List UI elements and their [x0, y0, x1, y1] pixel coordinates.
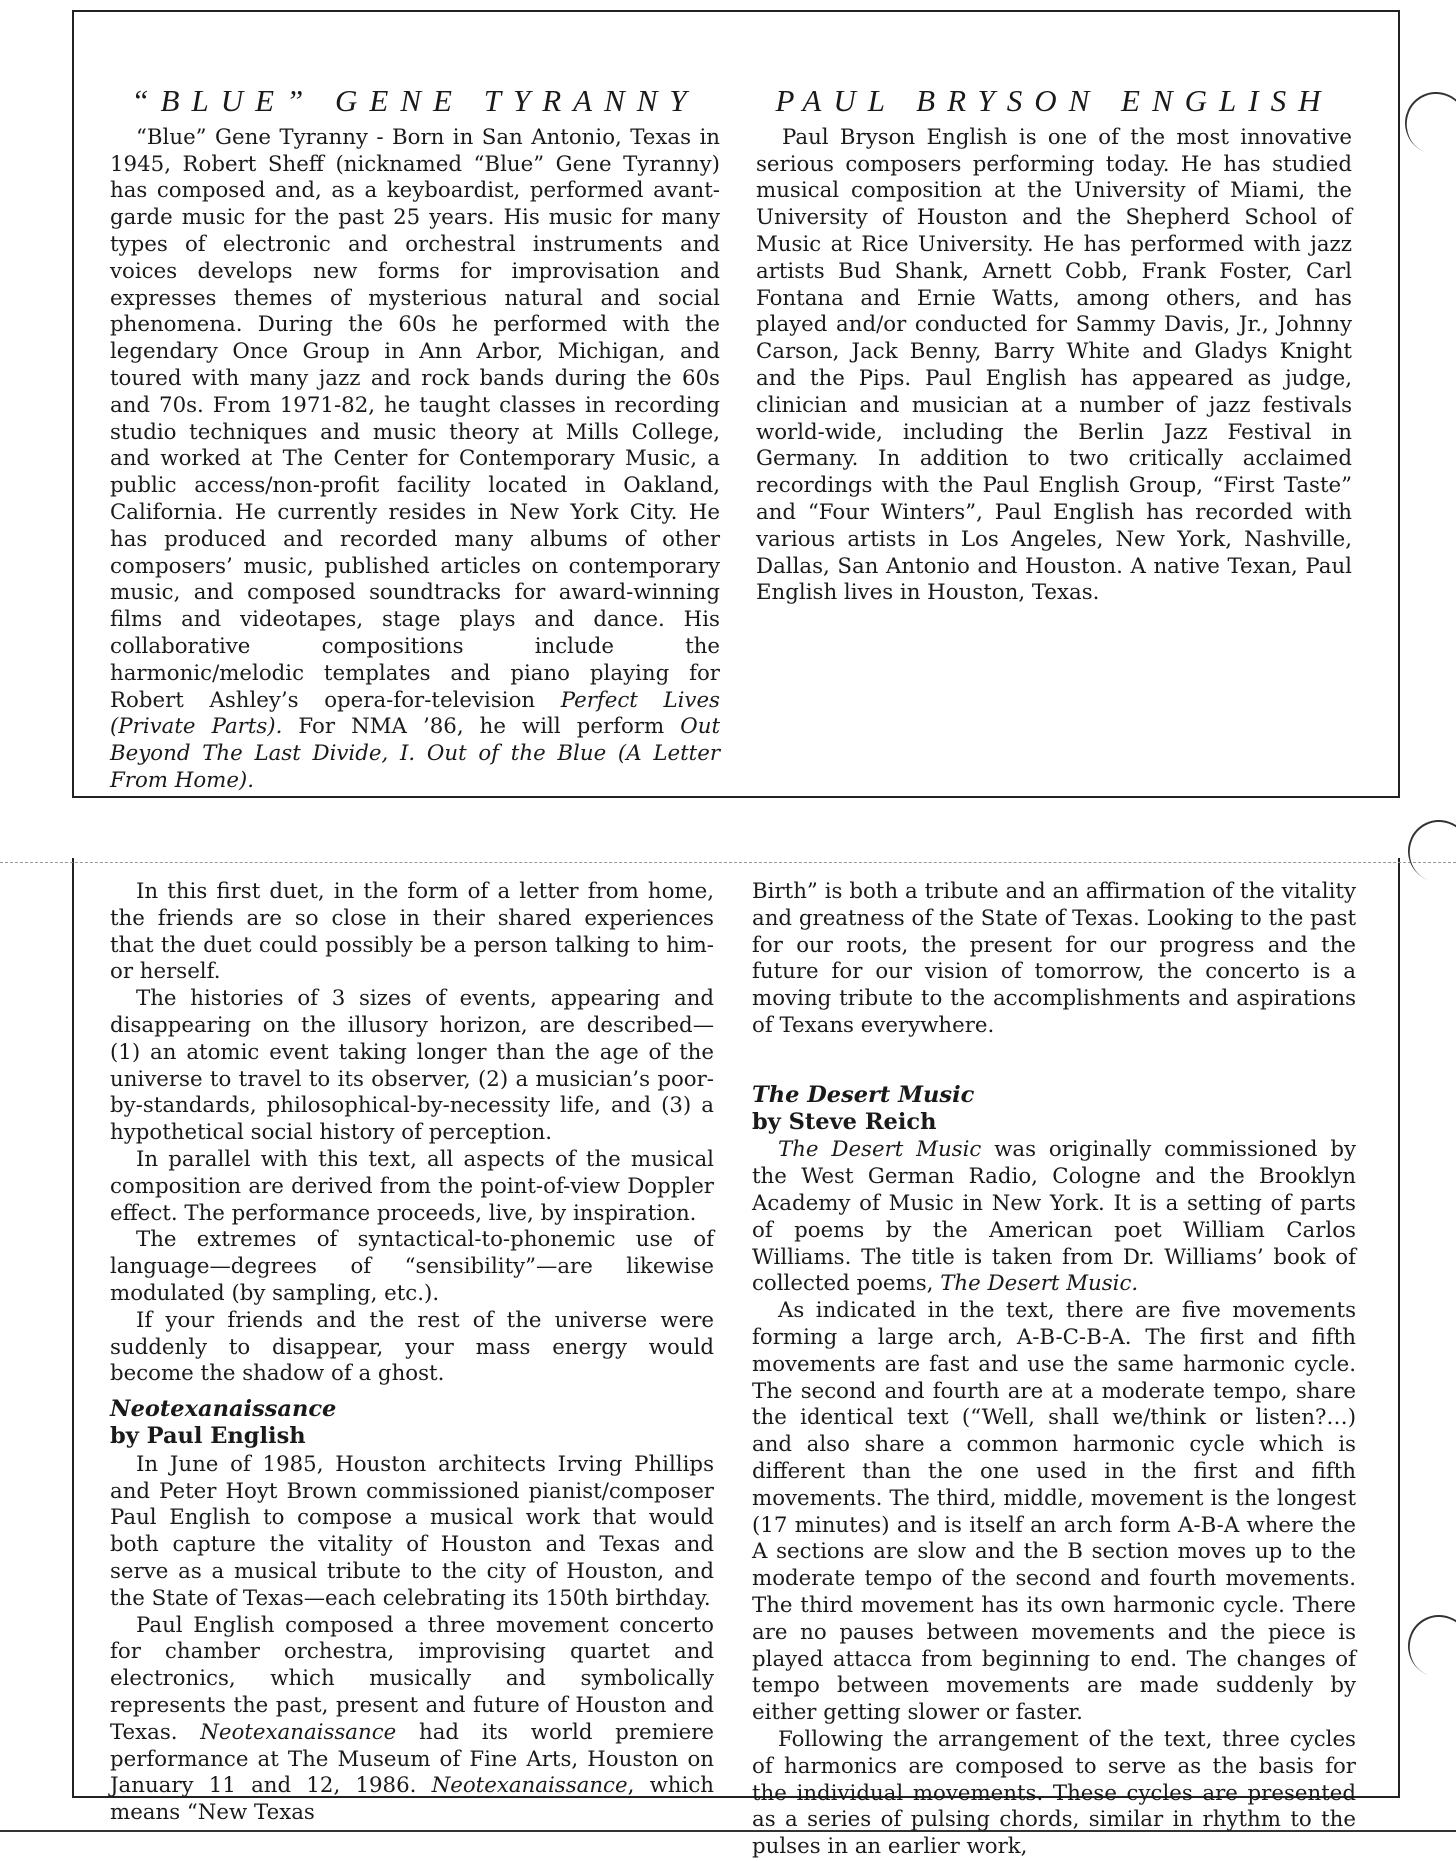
bio-column-left [110, 83, 720, 795]
notes-continuation: Birth” is both a tribute and an affirmation of the vitality and greatness of the State of Texas. Looking to the past for our roots, the present for our progress and the future for our vision of tomorrow, the concerto is a moving tribute to the accomplishments and aspirations of Texans everywhere. [752, 879, 1356, 1038]
bio-column-right [756, 83, 1352, 607]
fold-line [0, 862, 1456, 864]
notes-paragraph: In this first duet, in the form of a letter from home, the friends are so close in their shared experiences that the duet could possibly be a person talking to him- or herself. [110, 879, 714, 985]
section-byline-reich: by Steve Reich [752, 1108, 937, 1135]
bio-text-tyranny: “Blue” Gene Tyranny - Born in San Antonio, Texas in 1945, Robert Sheff (nicknamed “Blue” Gene Tyranny) has composed and, as a keyboardist, performed avant-garde music for the past 25 years. His music for many types of electronic and orchestral instruments and voices develops new forms for improvisation and expresses themes of mysterious natural and social phenomena. During the 60s he performed with the legendary Once Group in Ann Arbor, Michigan, and toured with many jazz and rock bands during the 60s and 70s. From 1971-82, he taught classes in recording studio techniques and music theory at Mills College, and worked at The Center for Contemporary Music, a public access/non-profit facility located in Oakland, California. He currently resides in New York City. He has produced and recorded many albums of other composers’ music, published articles on contemporary music, and composed soundtracks for award-winning films and videotapes, stage plays and dance. His collaborative compositions include the harmonic/melodic templates and piano playing for Robert Ashley’s opera-for-television Perfect Lives (Private Parts). For NMA ’86, he will perform Out Beyond The Last Divide, I. Out of the Blue (A Letter From Home). [110, 124, 720, 793]
bio-text-english: Paul Bryson English is one of the most innovative serious composers performing today. He has studied musical composition at the University of Miami, the University of Houston and the Shepherd School of Music at Rice University. He has performed with jazz artists Bud Shank, Arnett Cobb, Frank Foster, Carl Fontana and Ernie Watts, among others, and has played and/or conducted for Sammy Davis, Jr., Johnny Carson, Jack Benny, Barry White and Gladys Knight and the Pips. Paul English has appeared as judge, clinician and musician at a number of jazz festivals world-wide, including the Berlin Jazz Festival in Germany. In addition to two critically acclaimed recordings with the Paul English Group, “First Taste” and “Four Winters”, Paul English has recorded with various artists in Los Angeles, New York, Nashville, Dallas, San Antonio and Houston. A native Texan, Paul English lives in Houston, Texas. [756, 124, 1352, 606]
binder-hole-middle [1399, 811, 1456, 890]
section-title-desert-music: The Desert Music [752, 1081, 975, 1108]
notes-paragraph: The histories of 3 sizes of events, appearing and disappearing on the illusory horizon, are described—(1) an atomic event taking longer than the age of the universe to travel to its observer, (2) a musician’s poor-by-standards, philosophical-by-necessity life, and (3) a hypothetical social history of perception. [110, 986, 714, 1146]
notes-paragraph: Following the arrangement of the text, three cycles of harmonics are composed to serve as the basis for the individual movements. These cycles are presented as a series of pulsing chords, similar in rhythm to the pulses in an earlier work, [752, 1726, 1356, 1860]
notes-paragraph: As indicated in the text, there are five movements forming a large arch, A-B-C-B-A. The first and fifth movements are fast and use the same harmonic cycle. The second and fourth are at a moderate tempo, share the identical text (“Well, shall we/think or listen?…) and also share a common harmonic cycle which is different than the one used in the first and fifth movements. The third, middle, movement is the longest (17 minutes) and is itself an arch form A-B-A where the A sections are slow and the B section moves up to the moderate tempo of the second and fourth movements. The third movement has its own harmonic cycle. There are no pauses between movements and the piece is played attacca from beginning to end. The changes of tempo between movements are made suddenly by either getting slower or faster. [752, 1298, 1356, 1726]
notes-paragraph: In June of 1985, Houston architects Irving Phillips and Peter Hoyt Brown commissioned pianist/composer Paul English to compose a musical work that would both capture the vitality of Houston and Texas and serve as a musical tribute to the city of Houston, and the State of Texas—each celebrating its 150th birthday. [110, 1451, 714, 1611]
notes-column-right [752, 879, 1356, 1861]
notes-paragraph: Paul English composed a three movement concerto for chamber orchestra, improvising quartet and electronics, which musically and symbolically represents the past, present and future of Houston and Texas. Neotexanaissance had its world premiere performance at The Museum of Fine Arts, Houston on January 11 and 12, 1986. Neotexanaissance, which means “New Texas [110, 1612, 714, 1826]
binder-hole-top [1396, 83, 1456, 162]
bio-name-tyranny: “BLUE” GENE TYRANNY [131, 83, 699, 118]
notes-paragraph: If your friends and the rest of the universe were suddenly to disappear, your mass energy would become the shadow of a ghost. [110, 1307, 714, 1387]
section-title-neotexanaissance: Neotexanaissance [110, 1396, 337, 1423]
section-byline-english: by Paul English [110, 1422, 306, 1449]
spacer [752, 1040, 1356, 1074]
notes-column-left [110, 879, 714, 1827]
bio-name-english: PAUL BRYSON ENGLISH [775, 83, 1333, 118]
binder-hole-bottom [1399, 1606, 1456, 1685]
notes-paragraph: The Desert Music was originally commissioned by the West German Radio, Cologne and the Brooklyn Academy of Music in New York. It is a setting of parts of poems by the American poet William Carlos Williams. The title is taken from Dr. Williams’ book of collected poems, The Desert Music. [752, 1137, 1356, 1297]
notes-paragraph: In parallel with this text, all aspects of the musical composition are derived from the point-of-view Doppler effect. The performance proceeds, live, by inspiration. [110, 1146, 714, 1226]
notes-paragraph: The extremes of syntactical-to-phonemic use of language—degrees of “sensibility”—are likewise modulated (by sampling, etc.). [110, 1227, 714, 1306]
